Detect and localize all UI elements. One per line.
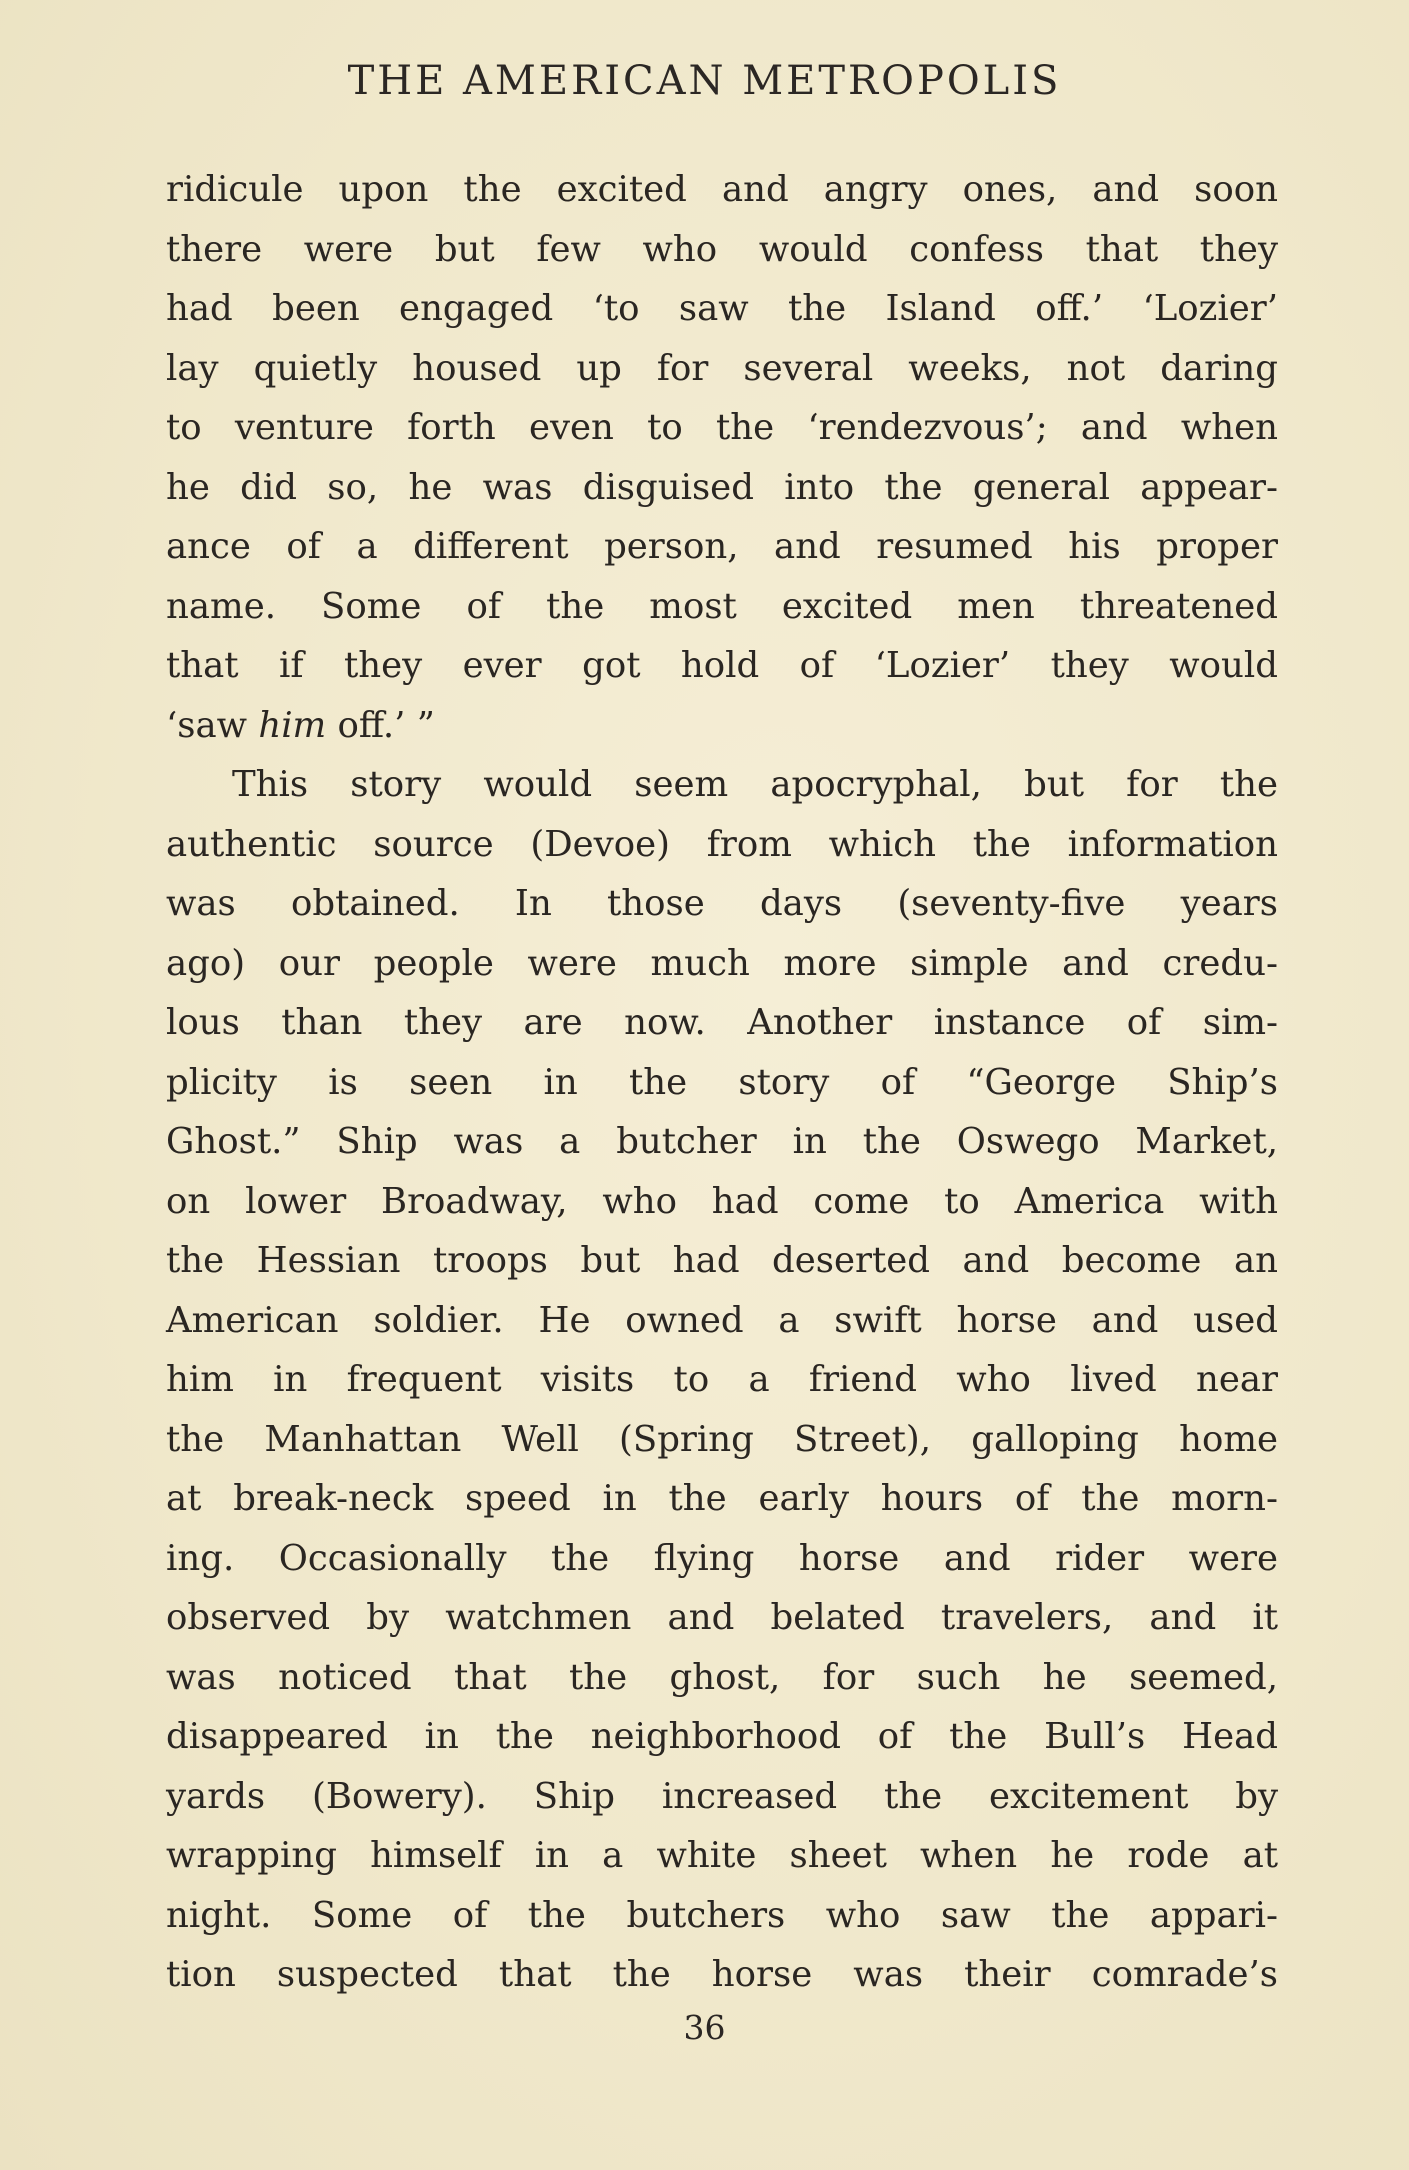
quote-suffix: off.’ ” bbox=[326, 704, 435, 746]
text-line: the Manhattan Well (Spring Street), galloping home bbox=[166, 1418, 1278, 1460]
text-line: on lower Broadway, who had come to America with bbox=[166, 1180, 1278, 1222]
text-line: the Hessian troops but had deserted and become an bbox=[166, 1240, 1278, 1281]
text-line: ing. Occasionally the flying horse and rider were bbox=[166, 1537, 1278, 1579]
text-line: night. Some of the butchers who saw the appari- bbox=[166, 1894, 1278, 1936]
text-line: lous than they are now. Another instance of sim- bbox=[166, 1002, 1278, 1043]
text-line: at break-neck speed in the early hours of the morn- bbox=[166, 1478, 1278, 1519]
text-line: observed by watchmen and belated travelers, and it bbox=[166, 1597, 1278, 1638]
text-line: ago) our people were much more simple and credu- bbox=[166, 942, 1278, 984]
italic-word: him bbox=[258, 704, 327, 746]
body-text bbox=[166, 160, 1278, 2005]
text-line: yards (Bowery). Ship increased the excitement by bbox=[166, 1775, 1278, 1817]
text-line: name. Some of the most excited men threatened bbox=[166, 585, 1278, 627]
text-line: ance of a different person, and resumed his proper bbox=[166, 526, 1278, 567]
text-line: had been engaged ‘to saw the Island off.’ ‘Lozier’ bbox=[166, 288, 1278, 329]
text-line: lay quietly housed up for several weeks, not daring bbox=[166, 347, 1278, 389]
text-line: to venture forth even to the ‘rendezvous’; and when bbox=[166, 407, 1278, 448]
text-line-paragraph-start: This story would seem apocryphal, but for the bbox=[232, 764, 1278, 805]
text-line: there were but few who would confess that they bbox=[166, 228, 1278, 270]
text-line: that if they ever got hold of ‘Lozier’ they would bbox=[166, 645, 1278, 686]
text-line: him in frequent visits to a friend who lived near bbox=[166, 1359, 1278, 1400]
text-line: was obtained. In those days (seventy-five years bbox=[166, 883, 1278, 924]
page-number: 36 bbox=[683, 2008, 726, 2047]
text-line: authentic source (Devoe) from which the information bbox=[166, 823, 1278, 865]
text-line: disappeared in the neighborhood of the Bull’s Head bbox=[166, 1716, 1278, 1757]
quote-prefix: ‘saw bbox=[166, 704, 259, 746]
text-line: he did so, he was disguised into the general appear- bbox=[166, 466, 1278, 508]
text-line: American soldier. He owned a swift horse and used bbox=[166, 1299, 1278, 1341]
text-line: ridicule upon the excited and angry ones, and soon bbox=[166, 169, 1278, 210]
running-head: THE AMERICAN METROPOLIS bbox=[347, 58, 1062, 104]
text-line: was noticed that the ghost, for such he seemed, bbox=[166, 1656, 1278, 1698]
text-line: plicity is seen in the story of “George Ship’s bbox=[166, 1061, 1278, 1103]
text-line-paragraph-end bbox=[166, 696, 1278, 756]
text-line: tion suspected that the horse was their comrade’s bbox=[166, 1954, 1278, 1995]
text-line: Ghost.” Ship was a butcher in the Oswego Market, bbox=[166, 1121, 1278, 1162]
text-line: wrapping himself in a white sheet when he rode at bbox=[166, 1835, 1278, 1876]
